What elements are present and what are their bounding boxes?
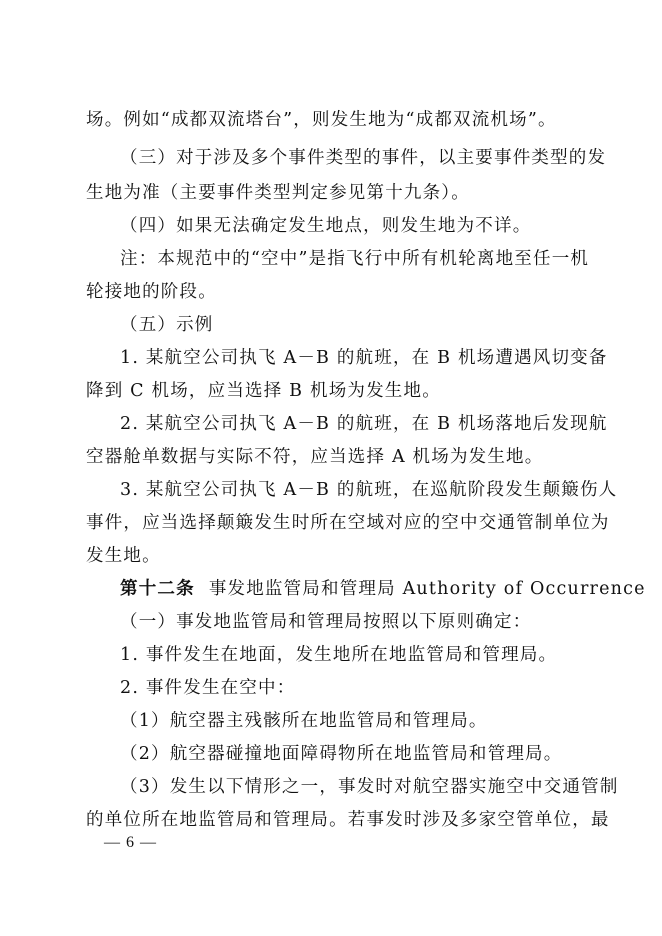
text-line: （3）发生以下情形之一，事发时对航空器实施空中交通管制 [120, 777, 619, 797]
article-heading [120, 577, 646, 601]
note-line: 轮接地的阶段。 [86, 282, 217, 302]
example-line: 发生地。 [86, 546, 161, 566]
example-line: 1. 某航空公司执飞 A－B 的航班，在 B 机场遭遇风切变备 [120, 348, 608, 368]
example-line: 2. 某航空公司执飞 A－B 的航班，在 B 机场落地后发现航 [120, 414, 608, 434]
text-line: （四）如果无法确定发生地点，则发生地为不详。 [120, 216, 532, 236]
text-line: 场。例如“成都双流塔台”，则发生地为“成都双流机场”。 [86, 110, 557, 130]
text-line: 2. 事件发生在空中： [120, 678, 296, 698]
text-line: 1. 事件发生在地面，发生地所在地监管局和管理局。 [120, 645, 558, 665]
example-line: 事件，应当选择颠簸发生时所在空域对应的空中交通管制单位为 [86, 513, 610, 533]
article-title: 事发地监管局和管理局 Authority of Occurrence [208, 579, 646, 599]
example-heading: （五）示例 [120, 315, 214, 335]
text-line: （三）对于涉及多个事件类型的事件，以主要事件类型的发 [120, 148, 607, 168]
text-line: （2）航空器碰撞地面障碍物所在地监管局和管理局。 [120, 744, 563, 764]
page-number: — 6 — [104, 834, 157, 851]
text-line: （一）事发地监管局和管理局按照以下原则确定： [120, 612, 532, 632]
example-line: 降到 C 机场，应当选择 B 机场为发生地。 [86, 381, 441, 401]
text-line: （1）航空器主残骸所在地监管局和管理局。 [120, 711, 488, 731]
note-line: 注：本规范中的“空中”是指飞行中所有机轮离地至任一机 [120, 249, 590, 269]
example-line: 空器舱单数据与实际不符，应当选择 A 机场为发生地。 [86, 447, 544, 467]
article-number: 第十二条 [120, 579, 195, 599]
text-line: 生地为准（主要事件类型判定参见第十九条）。 [86, 183, 470, 203]
example-line: 3. 某航空公司执飞 A－B 的航班，在巡航阶段发生颠簸伤人 [120, 480, 618, 500]
text-line: 的单位所在地监管局和管理局。若事发时涉及多家空管单位，最 [86, 810, 610, 830]
